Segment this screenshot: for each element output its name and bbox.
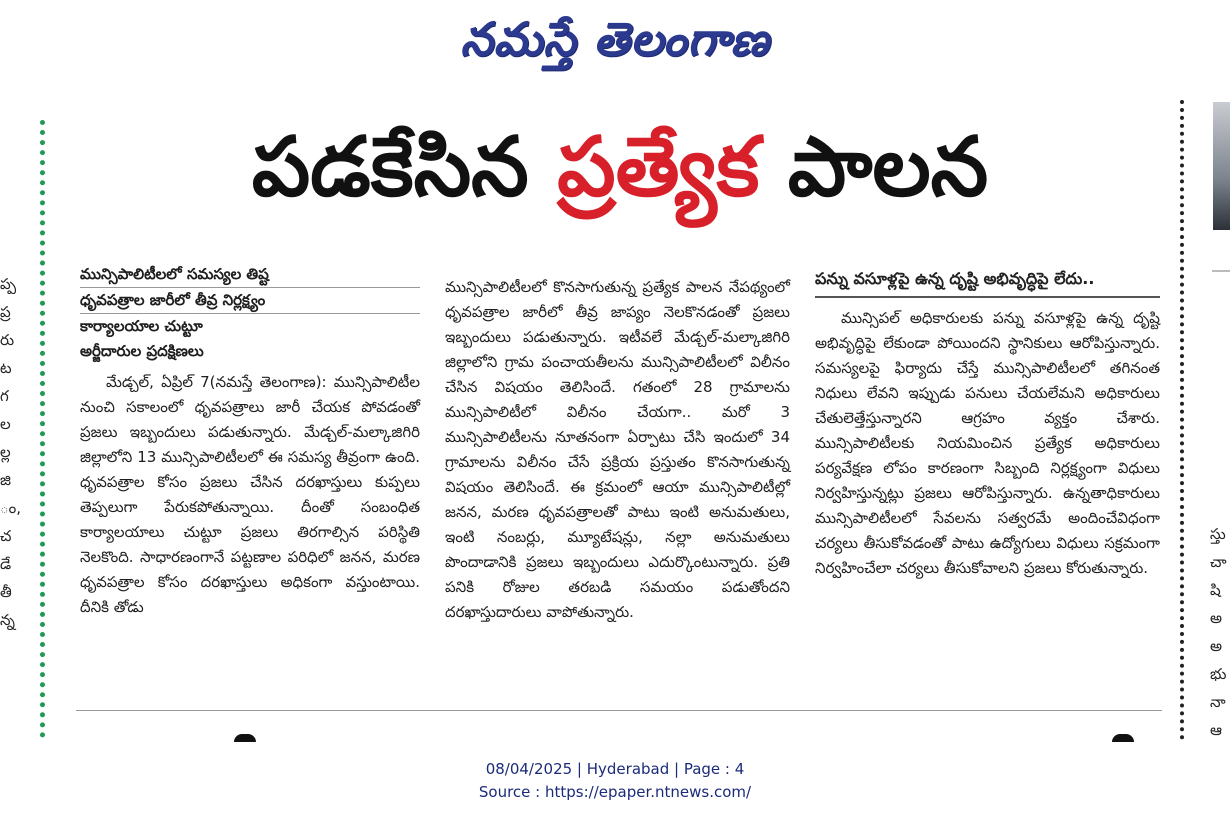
article-bottom-rule bbox=[76, 710, 1162, 711]
right-strip-fragment: నా bbox=[1210, 693, 1226, 711]
article-column-1 bbox=[80, 262, 420, 620]
left-strip-fragment: ల్ల bbox=[0, 443, 11, 461]
left-strip-fragment: తీ bbox=[0, 583, 12, 601]
headline-part-2: పాలన bbox=[759, 120, 989, 215]
deck-line-2: ధృవపత్రాల జారీలో తీవ్ర నిర్లక్ష్యం bbox=[80, 288, 420, 314]
right-strip-fragment: స్తు bbox=[1210, 525, 1226, 543]
left-strip-fragment: జి bbox=[0, 471, 11, 489]
left-strip-fragment: డే bbox=[0, 555, 12, 573]
article-column-3 bbox=[815, 262, 1160, 581]
left-strip-fragment: ం, bbox=[0, 499, 22, 517]
page-footer bbox=[0, 758, 1230, 804]
deck-line-1: మున్సిపాలిటీలలో సమస్యల తిష్ట bbox=[80, 262, 420, 288]
adjacent-rule bbox=[1212, 270, 1230, 272]
adjacent-photo-edge bbox=[1213, 102, 1230, 230]
left-strip-fragment: న్న bbox=[0, 611, 15, 629]
article-column-2 bbox=[445, 275, 790, 625]
headline-part-1: పడకేసిన bbox=[251, 120, 558, 215]
right-strip-fragment: అ bbox=[1210, 609, 1223, 627]
adjacent-article-right bbox=[1210, 520, 1230, 750]
column-3-body: మున్సిపల్ అధికారులకు పన్ను వసూళ్లపై ఉన్న దృష్టి అభివృద్ధిపై లేకుండా పోయిందని స్థానికులు ఆరోపిస్తున్నారు. సమస్యలపై ఫిర్యాదు చేస్తే మున్సిపాలిటీలలో తగినంత నిధులు లేవని ఇప్పుడు పనులు చేయలేమని అధికారులు చేతులెత్తేస్తున్నారని ఆగ్రహం వ్యక్తం చేశారు. మున్సిపాలిటీలకు నియమించిన ప్రత్యేక అధికారులు పర్యవేక్షణ లోపం కారణంగా సిబ్బంది నిర్లక్ష్యంగా విధులు నిర్వహిస్తున్నట్లు ప్రజలు ఆరోపిస్తున్నారు. ఉన్నతాధికారులు మున్సిపాలిటీలలో సేవలను సత్వరమే అందించేవిధంగా చర్యలు తీసుకోవడంతో పాటు ఉద్యోగులు విధులు సక్రమంగా నిర్వహించేలా చర్యలు తీసుకోవాలని ప్రజలు కోరుతున్నారు. bbox=[815, 309, 1160, 577]
green-dotted-divider bbox=[40, 120, 45, 738]
left-strip-fragment: ప్ప bbox=[0, 275, 17, 293]
right-strip-fragment: చా bbox=[1210, 553, 1227, 571]
right-strip-fragment: అ bbox=[1210, 637, 1223, 655]
left-strip-fragment: గ bbox=[0, 387, 9, 405]
adjacent-article-left bbox=[0, 270, 22, 650]
next-article-glyph bbox=[1112, 734, 1134, 742]
article-headline bbox=[80, 108, 1160, 228]
column-3-kicker: పన్ను వసూళ్లపై ఉన్న దృష్టి అభివృద్ధిపై లేదు.. bbox=[815, 262, 1160, 298]
column-1-body: మేడ్చల్, ఏప్రిల్ 7(నమస్తే తెలంగాణ): మున్సిపాలిటీల నుంచి సకాలంలో ధృవపత్రాలు జారీ చేయక పోవడంతో ప్రజలు ఇబ్బందులు పడుతున్నారు. మేడ్చల్-మల్కాజిగిరి జిల్లాలోని 13 మున్సిపాలిటీలలో ఈ సమస్య తీవ్రంగా ఉంది. ధృవపత్రాల కోసం ప్రజలు చేసిన దరఖాస్తులు కుప్పలు తెప్పలుగా పేరుకపోతున్నాయి. దీంతో సంబంధిత కార్యాలయాలు చుట్టూ ప్రజలు తిరగాల్సిన పరిస్థితి నెలకొంది. సాధారణంగానే పట్టణాల పరిధిలో జనన, మరణ ధృవపత్రాల కోసం దరఖాస్తులు అధికంగా వస్తుంటాయి. దీనికి తోడు bbox=[80, 373, 420, 616]
footer-date-page: 08/04/2025 | Hyderabad | Page : 4 bbox=[485, 760, 745, 778]
footer-source: Source : https://epaper.ntnews.com/ bbox=[478, 783, 752, 801]
column-2-body: మున్సిపాలిటీలలో కొనసాగుతున్న ప్రత్యేక పాలన నేపథ్యంలో ధృవపత్రాల జారీలో తీవ్ర జాప్యం నెలకొనడంతో ప్రజలు ఇబ్బందులు పడుతున్నారు. ఇటీవలే మేడ్చల్-మల్కాజిగిరి జిల్లాలోని గ్రామ పంచాయతీలను మున్సిపాలిటీలలో విలీనం చేసిన విషయం తెలిసిందే. గతంలో 28 గ్రామాలను మున్సిపాలిటీలో విలీనం చేయగా.. మరో 3 మున్సిపాలిటీలను నూతనంగా ఏర్పాటు చేసి ఇందులో 34 గ్రామాలను విలీనం చేసే ప్రక్రియ ప్రస్తుతం కొనసాగుతున్న విషయం తెలిసిందే. ఈ క్రమంలో ఆయా మున్సిపాలిటీల్లో జనన, మరణ ధృవపత్రాలతో పాటు ఇంటి అనుమతులు, ఇంటి నంబర్లు, మ్యూటేషన్లు, నల్లా అనుమతులు పొందాడానికి ప్రజలు ఇబ్బందులు ఎదుర్కొంటున్నారు. ప్రతి పనికి రోజుల తరబడి సమయం పడుతోందని దరఖాస్తుదారులు వాపోతున్నారు. bbox=[445, 278, 790, 621]
newspaper-masthead: నమస్తే తెలంగాణ bbox=[460, 12, 770, 66]
right-strip-fragment: భు bbox=[1210, 665, 1227, 683]
deck-line-4: అర్జీదారుల ప్రదక్షిణలు bbox=[80, 342, 204, 360]
left-strip-fragment: ట bbox=[0, 359, 12, 377]
left-strip-fragment: ల bbox=[0, 415, 11, 433]
right-strip-fragment: షి bbox=[1210, 581, 1221, 599]
deck-line-3: కార్యాలయాల చుట్టూ bbox=[80, 317, 203, 335]
next-article-glyph bbox=[234, 734, 256, 742]
left-strip-fragment: ప్ర bbox=[0, 303, 11, 321]
left-strip-fragment: రు bbox=[0, 331, 15, 349]
right-strip-fragment: ఆ bbox=[1210, 721, 1222, 739]
headline-accent: ప్రత్యేక bbox=[557, 120, 760, 215]
left-strip-fragment: చ bbox=[0, 527, 12, 545]
black-dotted-divider bbox=[1180, 100, 1184, 740]
